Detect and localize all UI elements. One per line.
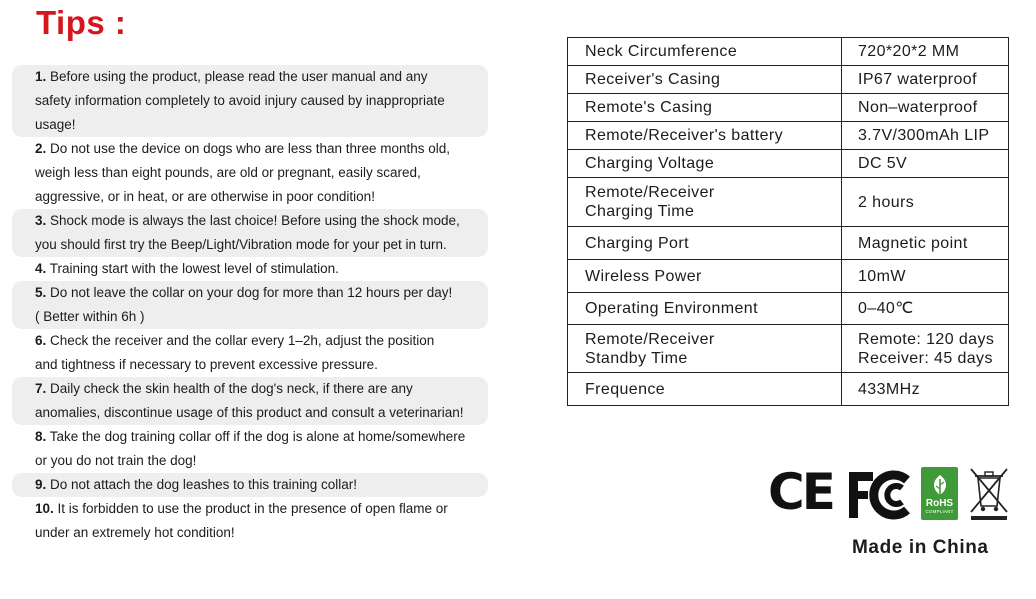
tip-text: Check the receiver and the collar every 1–2h, adjust the position: [50, 333, 435, 348]
tip-item: [12, 497, 488, 545]
spec-value-line: 720*20*2 MM: [858, 43, 960, 60]
spec-row: [568, 373, 1009, 406]
rohs-badge: [921, 467, 958, 520]
tip-number: 7.: [35, 381, 47, 396]
spec-label-line: Wireless Power: [585, 267, 702, 285]
spec-value-line: DC 5V: [858, 155, 908, 172]
tip-number: 9.: [35, 477, 47, 492]
tip-text: or you do not train the dog!: [35, 453, 197, 468]
made-in-label: Made in China: [852, 537, 989, 558]
tip-line: [35, 521, 478, 545]
tip-item: [12, 65, 488, 137]
spec-value: [842, 66, 1009, 94]
spec-value-line: IP67 waterproof: [858, 71, 977, 88]
tip-text: and tightness if necessary to prevent excessive pressure.: [35, 357, 378, 372]
spec-value: [842, 227, 1009, 260]
spec-value: [842, 94, 1009, 122]
spec-label-line: Charging Port: [585, 234, 689, 252]
spec-label-line: Operating Environment: [585, 300, 758, 317]
fcc-logo-icon: [847, 466, 911, 522]
spec-label: [568, 260, 842, 293]
spec-label-line: Neck Circumference: [585, 43, 738, 60]
tip-item: [12, 137, 488, 209]
tip-item: [12, 425, 488, 473]
spec-label: [568, 38, 842, 66]
spec-row: [568, 66, 1009, 94]
spec-label-line: Remote's Casing: [585, 99, 713, 116]
spec-label: [568, 66, 842, 94]
ce-mark-icon: CE: [768, 463, 833, 521]
spec-label: [568, 150, 842, 178]
spec-row: [568, 260, 1009, 293]
spec-row: [568, 122, 1009, 150]
tip-text: weigh less than eight pounds, are old or pregnant, easily scared,: [35, 165, 421, 180]
tip-text: Take the dog training collar off if the dog is alone at home/somewhere: [49, 429, 466, 444]
tip-text: Daily check the skin health of the dog's neck, if there are any: [50, 381, 413, 396]
spec-value-line: Remote: 120 days: [858, 330, 995, 348]
tip-line: [35, 89, 478, 113]
spec-row: [568, 38, 1009, 66]
tip-text: Do not leave the collar on your dog for more than 12 hours per day!: [50, 285, 453, 300]
tip-number: 10.: [35, 501, 54, 516]
tip-line: [35, 257, 478, 281]
spec-label-line: Remote/Receiver: [585, 184, 715, 201]
tip-line: [35, 185, 478, 209]
tip-number: 3.: [35, 213, 47, 228]
tip-line: [35, 233, 478, 257]
tip-text: Before using the product, please read the user manual and any: [50, 69, 428, 84]
tips-title: Tips :: [36, 4, 127, 41]
spec-value-line: 3.7V/300mAh LIP: [858, 127, 990, 144]
tip-line: [35, 137, 478, 161]
tip-text: Shock mode is always the last choice! Before using the shock mode,: [50, 213, 460, 228]
tip-text: ( Better within 6h ): [35, 309, 145, 324]
spec-value: [842, 178, 1009, 227]
tip-item: [12, 281, 488, 329]
spec-value: [842, 38, 1009, 66]
tip-item: [12, 257, 488, 281]
tip-line: [35, 161, 478, 185]
tip-line: [35, 113, 478, 137]
spec-label-line: Receiver's Casing: [585, 71, 721, 88]
spec-row: [568, 94, 1009, 122]
tip-number: 2.: [35, 141, 47, 156]
spec-row: [568, 325, 1009, 373]
tip-item: [12, 473, 488, 497]
tip-line: [35, 305, 478, 329]
tip-line: [35, 65, 478, 89]
tip-line: [35, 329, 478, 353]
tip-item: [12, 329, 488, 377]
spec-label: [568, 373, 842, 406]
leaf-icon: [930, 473, 950, 497]
spec-label: [568, 227, 842, 260]
spec-row: [568, 227, 1009, 260]
spec-label-line: Charging Voltage: [585, 155, 715, 172]
spec-table: [567, 37, 1009, 406]
tip-text: It is forbidden to use the product in the presence of open flame or: [57, 501, 448, 516]
tip-text: usage!: [35, 117, 76, 132]
spec-value: [842, 260, 1009, 293]
tip-line: [35, 209, 478, 233]
spec-label-line: Frequence: [585, 380, 666, 398]
tip-number: 4.: [35, 261, 47, 276]
tip-item: [12, 377, 488, 425]
tip-line: [35, 449, 478, 473]
tip-text: safety information completely to avoid injury caused by inappropriate: [35, 93, 445, 108]
spec-row: [568, 178, 1009, 227]
tip-line: [35, 497, 478, 521]
tip-line: [35, 377, 478, 401]
tip-line: [35, 281, 478, 305]
spec-label: [568, 325, 842, 373]
spec-value: [842, 373, 1009, 406]
spec-value-line: Non–waterproof: [858, 99, 978, 116]
tip-number: 1.: [35, 69, 47, 84]
tip-text: Do not attach the dog leashes to this training collar!: [50, 477, 357, 492]
spec-label-line: Remote/Receiver: [585, 330, 715, 348]
tip-text: under an extremely hot condition!: [35, 525, 235, 540]
spec-value: [842, 150, 1009, 178]
crossed-bin-icon: [968, 466, 1010, 522]
spec-value: [842, 293, 1009, 325]
tip-line: [35, 473, 478, 497]
spec-value-line: 0–40℃: [858, 300, 914, 317]
spec-value: [842, 325, 1009, 373]
tip-line: [35, 425, 478, 449]
tips-list: [12, 65, 488, 545]
tip-text: Training start with the lowest level of stimulation.: [49, 261, 339, 276]
spec-label-line: Remote/Receiver's battery: [585, 127, 784, 144]
tip-number: 8.: [35, 429, 47, 444]
spec-row: [568, 150, 1009, 178]
tip-number: 6.: [35, 333, 47, 348]
spec-value-line: 10mW: [858, 267, 906, 285]
tip-text: anomalies, discontinue usage of this product and consult a veterinarian!: [35, 405, 464, 420]
spec-value-line: 2 hours: [858, 193, 915, 211]
tip-line: [35, 401, 478, 425]
spec-label: [568, 94, 842, 122]
tip-text: you should first try the Beep/Light/Vibration mode for your pet in turn.: [35, 237, 447, 252]
rohs-label: RoHS: [925, 498, 954, 509]
spec-label: [568, 122, 842, 150]
spec-label-line: Standby Time: [585, 349, 688, 367]
spec-value: [842, 122, 1009, 150]
spec-value-line: 433MHz: [858, 380, 920, 398]
spec-value-line: Magnetic point: [858, 234, 968, 252]
tip-text: aggressive, or in heat, or are otherwise in poor condition!: [35, 189, 375, 204]
tip-item: [12, 209, 488, 257]
spec-row: [568, 293, 1009, 325]
tip-line: [35, 353, 478, 377]
rohs-sublabel: COMPLIANT: [925, 509, 954, 514]
certification-logos: [768, 463, 1010, 522]
spec-value-line: Receiver: 45 days: [858, 349, 993, 367]
tip-number: 5.: [35, 285, 47, 300]
spec-label-line: Charging Time: [585, 203, 695, 220]
spec-label: [568, 293, 842, 325]
spec-label: [568, 178, 842, 227]
tip-text: Do not use the device on dogs who are less than three months old,: [50, 141, 451, 156]
